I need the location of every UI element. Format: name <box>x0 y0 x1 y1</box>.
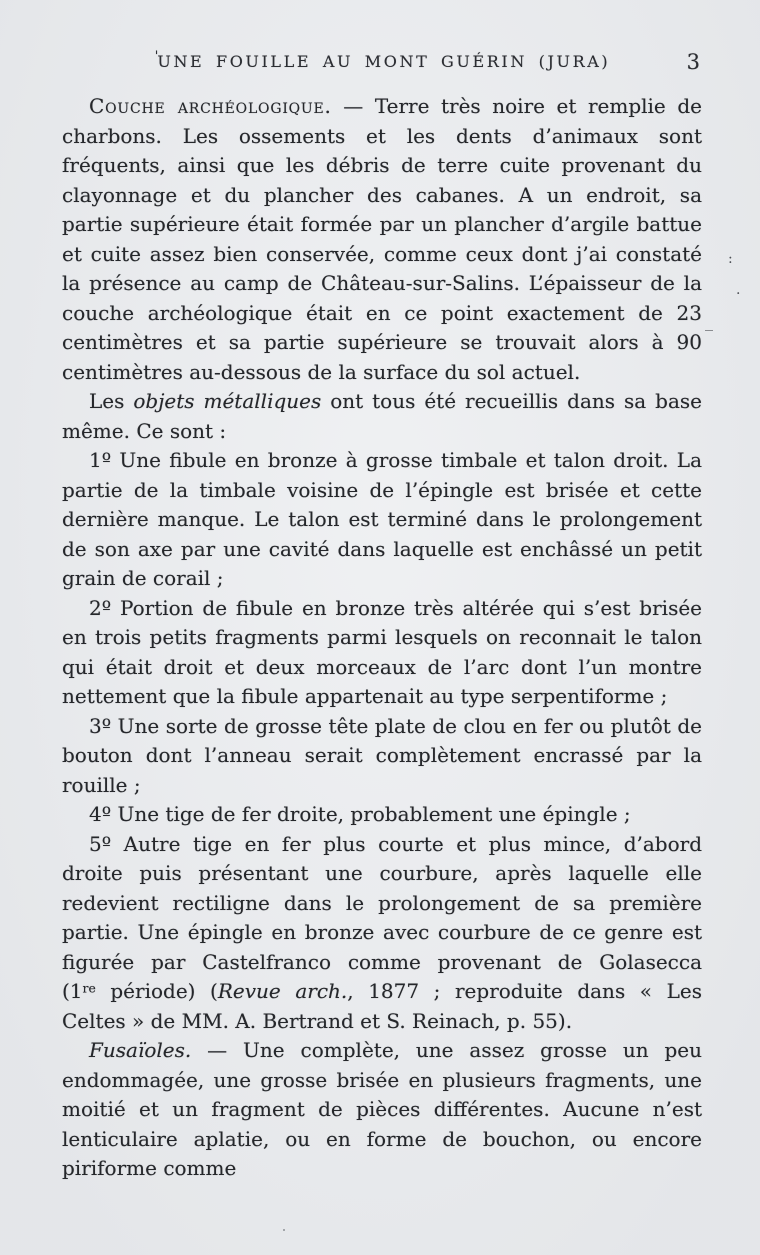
text-segment-italic: Fusaïoles. <box>89 1038 192 1062</box>
text-segment: période) ( <box>95 979 218 1003</box>
text-segment: 1º Une fibule en bronze à grosse timbale et talon droit. La partie de la timbale voisine de l’épingle est brisée et cette dernière manque. Le talon est terminé dans le prolongement de son axe par une cavité dans laquelle est enchâssé un petit grain de corail ; <box>62 448 702 590</box>
text-segment: — Une complète, une assez grosse un peu endommagée, une grosse brisée en plusieurs fragments, une moitié et un fragment de pièces différentes. Aucune n’est lenticulaire aplatie, ou en forme de bouchon, ou encore piriforme comme <box>62 1038 702 1180</box>
page-title <box>62 49 702 71</box>
text-segment-italic: objets métalliques <box>133 389 322 413</box>
scan-artifact-dot: . <box>736 282 741 298</box>
text-segment: — Terre très noire et remplie de charbons. Les ossements et les dents d’animaux sont fréquents, ainsi que les débris de terre cuite provenant du clayonnage et du plancher des cabanes. A un endroit, sa partie supérieure était formée par un plancher d’argile battue et cuite assez bien conservée, comme ceux dont j’ai constaté la présence au camp de Château-sur-Salins. L’épaisseur de la couche archéologique était en ce point exactement de 23 centimètres et sa partie supérieure se trouvait alors à 90 centimètres au-dessous de la surface du sol actuel. <box>62 94 702 384</box>
text-segment: , 1877 ; reproduite dans « Les Celtes » de MM. A. Bertrand et S. Reinach, p. 55). <box>62 979 702 1033</box>
paragraph <box>62 387 702 446</box>
paragraph <box>62 1036 702 1184</box>
text-segment: 5º Autre tige en fer plus courte et plus mince, d’abord droite puis présentant une courbure, après laquelle elle redevient rectiligne dans le prolongement de sa première partie. Une épingle en bronze avec courbure de ce genre est figurée par Castelfranco comme provenant de Golasecca (1 <box>62 831 702 1003</box>
page-body <box>62 92 702 1184</box>
paragraph <box>62 92 702 387</box>
text-segment: Les <box>89 389 134 413</box>
scan-speck <box>283 1229 285 1231</box>
paragraph <box>62 830 702 1037</box>
page-title-text: UNE FOUILLE AU MONT GUÉRIN (JURA) <box>157 52 611 71</box>
paragraph <box>62 594 702 712</box>
scan-artifact-colon: : <box>728 251 733 267</box>
text-segment: 3º Une sorte de grosse tête plate de clou en fer ou plutôt de bouton dont l’anneau serait complètement encrassé par la rouille ; <box>62 713 702 797</box>
running-head <box>62 49 702 80</box>
paragraph <box>62 712 702 801</box>
paragraph <box>62 800 702 830</box>
text-segment-italic: Revue arch. <box>217 979 348 1003</box>
text-segment: ont tous été recueillis dans sa base même. Ce sont : <box>62 389 702 443</box>
page-number: 3 <box>686 50 700 74</box>
scan-artifact-dash: _ <box>705 312 713 331</box>
text-segment: 2º Portion de fibule en bronze très altérée qui s’est brisée en trois petits fragments parmi lesquels on reconnait le talon qui était droit et deux morceaux de l’arc dont l’un montre nettement que la fibule appartenait au type serpentiforme ; <box>62 595 702 708</box>
scan-artifact-tick: ' <box>154 49 159 64</box>
text-segment-smallcaps: Couche archéologique. <box>89 94 332 118</box>
text-segment-sup: re <box>82 980 96 996</box>
text-segment: 4º Une tige de fer droite, probablement une épingle ; <box>89 802 631 826</box>
paragraph <box>62 446 702 594</box>
